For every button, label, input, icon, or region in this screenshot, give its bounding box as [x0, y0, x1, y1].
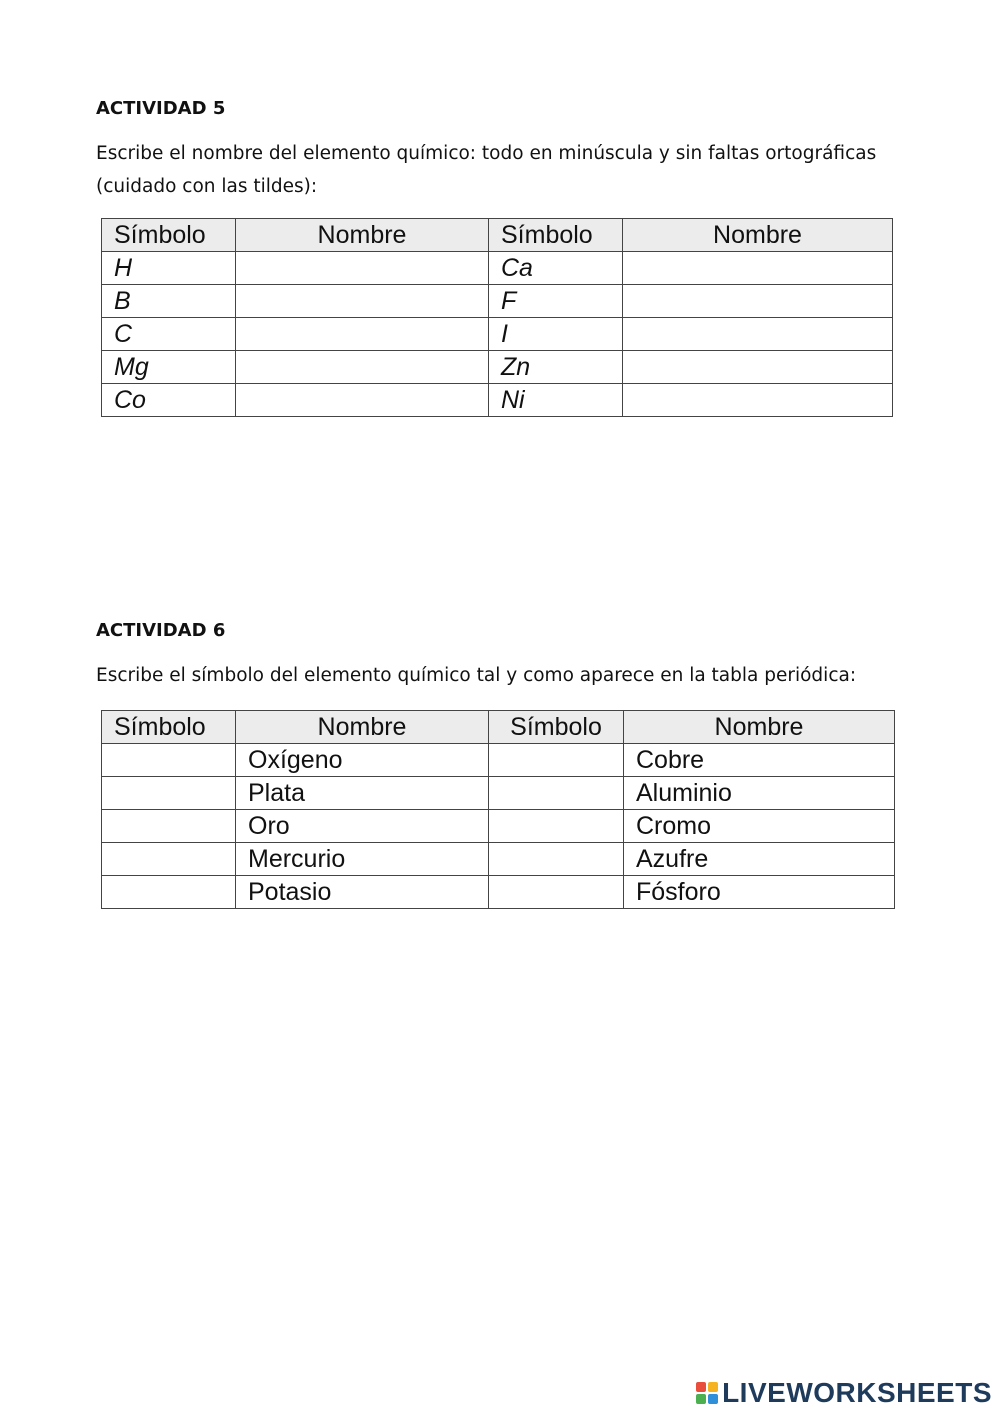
- header-symbol: Símbolo: [489, 219, 623, 252]
- name-cell: Fósforo: [624, 876, 895, 909]
- name-answer-cell[interactable]: [236, 351, 489, 384]
- symbol-answer-cell[interactable]: [489, 810, 624, 843]
- header-symbol: Símbolo: [489, 711, 624, 744]
- name-answer-cell[interactable]: [236, 318, 489, 351]
- symbol-answer-cell[interactable]: [489, 876, 624, 909]
- name-answer-cell[interactable]: [236, 252, 489, 285]
- table-row: [102, 744, 895, 777]
- symbol-cell: Ca: [489, 252, 623, 285]
- name-cell: Plata: [236, 777, 489, 810]
- activity5-title: ACTIVIDAD 5: [96, 98, 226, 119]
- table-row: [102, 384, 893, 417]
- name-answer-cell[interactable]: [623, 318, 893, 351]
- symbol-answer-cell[interactable]: [102, 777, 236, 810]
- symbol-cell: B: [102, 285, 236, 318]
- name-answer-cell[interactable]: [236, 384, 489, 417]
- name-cell: Potasio: [236, 876, 489, 909]
- activity6-instructions: Escribe el símbolo del elemento químico tal y como aparece en la tabla periódica:: [96, 665, 857, 686]
- symbol-answer-cell[interactable]: [489, 843, 624, 876]
- name-answer-cell[interactable]: [623, 285, 893, 318]
- table-header-row: [102, 219, 893, 252]
- brand-name: LIVEWORKSHEETS: [722, 1377, 992, 1408]
- symbol-cell: Ni: [489, 384, 623, 417]
- symbol-answer-cell[interactable]: [489, 777, 624, 810]
- name-cell: Oxígeno: [236, 744, 489, 777]
- activity5-instructions: Escribe el nombre del elemento químico: todo en minúscula y sin faltas ortográficas (cuidado con las tildes):: [96, 143, 877, 197]
- liveworksheets-logo-icon: [696, 1382, 718, 1404]
- header-name: Nombre: [623, 219, 893, 252]
- symbol-cell: Zn: [489, 351, 623, 384]
- symbol-cell: H: [102, 252, 236, 285]
- table-row: [102, 777, 895, 810]
- name-answer-cell[interactable]: [623, 351, 893, 384]
- symbol-cell: F: [489, 285, 623, 318]
- logo-square: [696, 1382, 706, 1392]
- table-row: [102, 351, 893, 384]
- name-cell: Cromo: [624, 810, 895, 843]
- header-symbol: Símbolo: [102, 219, 236, 252]
- name-answer-cell[interactable]: [236, 285, 489, 318]
- header-name: Nombre: [624, 711, 895, 744]
- table-row: [102, 843, 895, 876]
- symbol-answer-cell[interactable]: [102, 876, 236, 909]
- table-row: [102, 252, 893, 285]
- liveworksheets-branding: [696, 1377, 992, 1409]
- symbol-answer-cell[interactable]: [489, 744, 624, 777]
- symbol-answer-cell[interactable]: [102, 744, 236, 777]
- name-cell: Azufre: [624, 843, 895, 876]
- name-cell: Oro: [236, 810, 489, 843]
- symbol-cell: Mg: [102, 351, 236, 384]
- name-cell: Mercurio: [236, 843, 489, 876]
- name-cell: Aluminio: [624, 777, 895, 810]
- table-row: [102, 876, 895, 909]
- activity5-table: [101, 218, 893, 417]
- name-answer-cell[interactable]: [623, 252, 893, 285]
- symbol-answer-cell[interactable]: [102, 843, 236, 876]
- activity6-table: [101, 710, 895, 909]
- symbol-answer-cell[interactable]: [102, 810, 236, 843]
- name-cell: Cobre: [624, 744, 895, 777]
- symbol-cell: Co: [102, 384, 236, 417]
- header-symbol: Símbolo: [102, 711, 236, 744]
- table-header-row: [102, 711, 895, 744]
- logo-square: [708, 1382, 718, 1392]
- table-row: [102, 318, 893, 351]
- header-name: Nombre: [236, 219, 489, 252]
- symbol-cell: C: [102, 318, 236, 351]
- logo-square: [696, 1394, 706, 1404]
- activity6-title: ACTIVIDAD 6: [96, 620, 226, 641]
- table-row: [102, 810, 895, 843]
- name-answer-cell[interactable]: [623, 384, 893, 417]
- table-row: [102, 285, 893, 318]
- header-name: Nombre: [236, 711, 489, 744]
- symbol-cell: I: [489, 318, 623, 351]
- logo-square: [708, 1394, 718, 1404]
